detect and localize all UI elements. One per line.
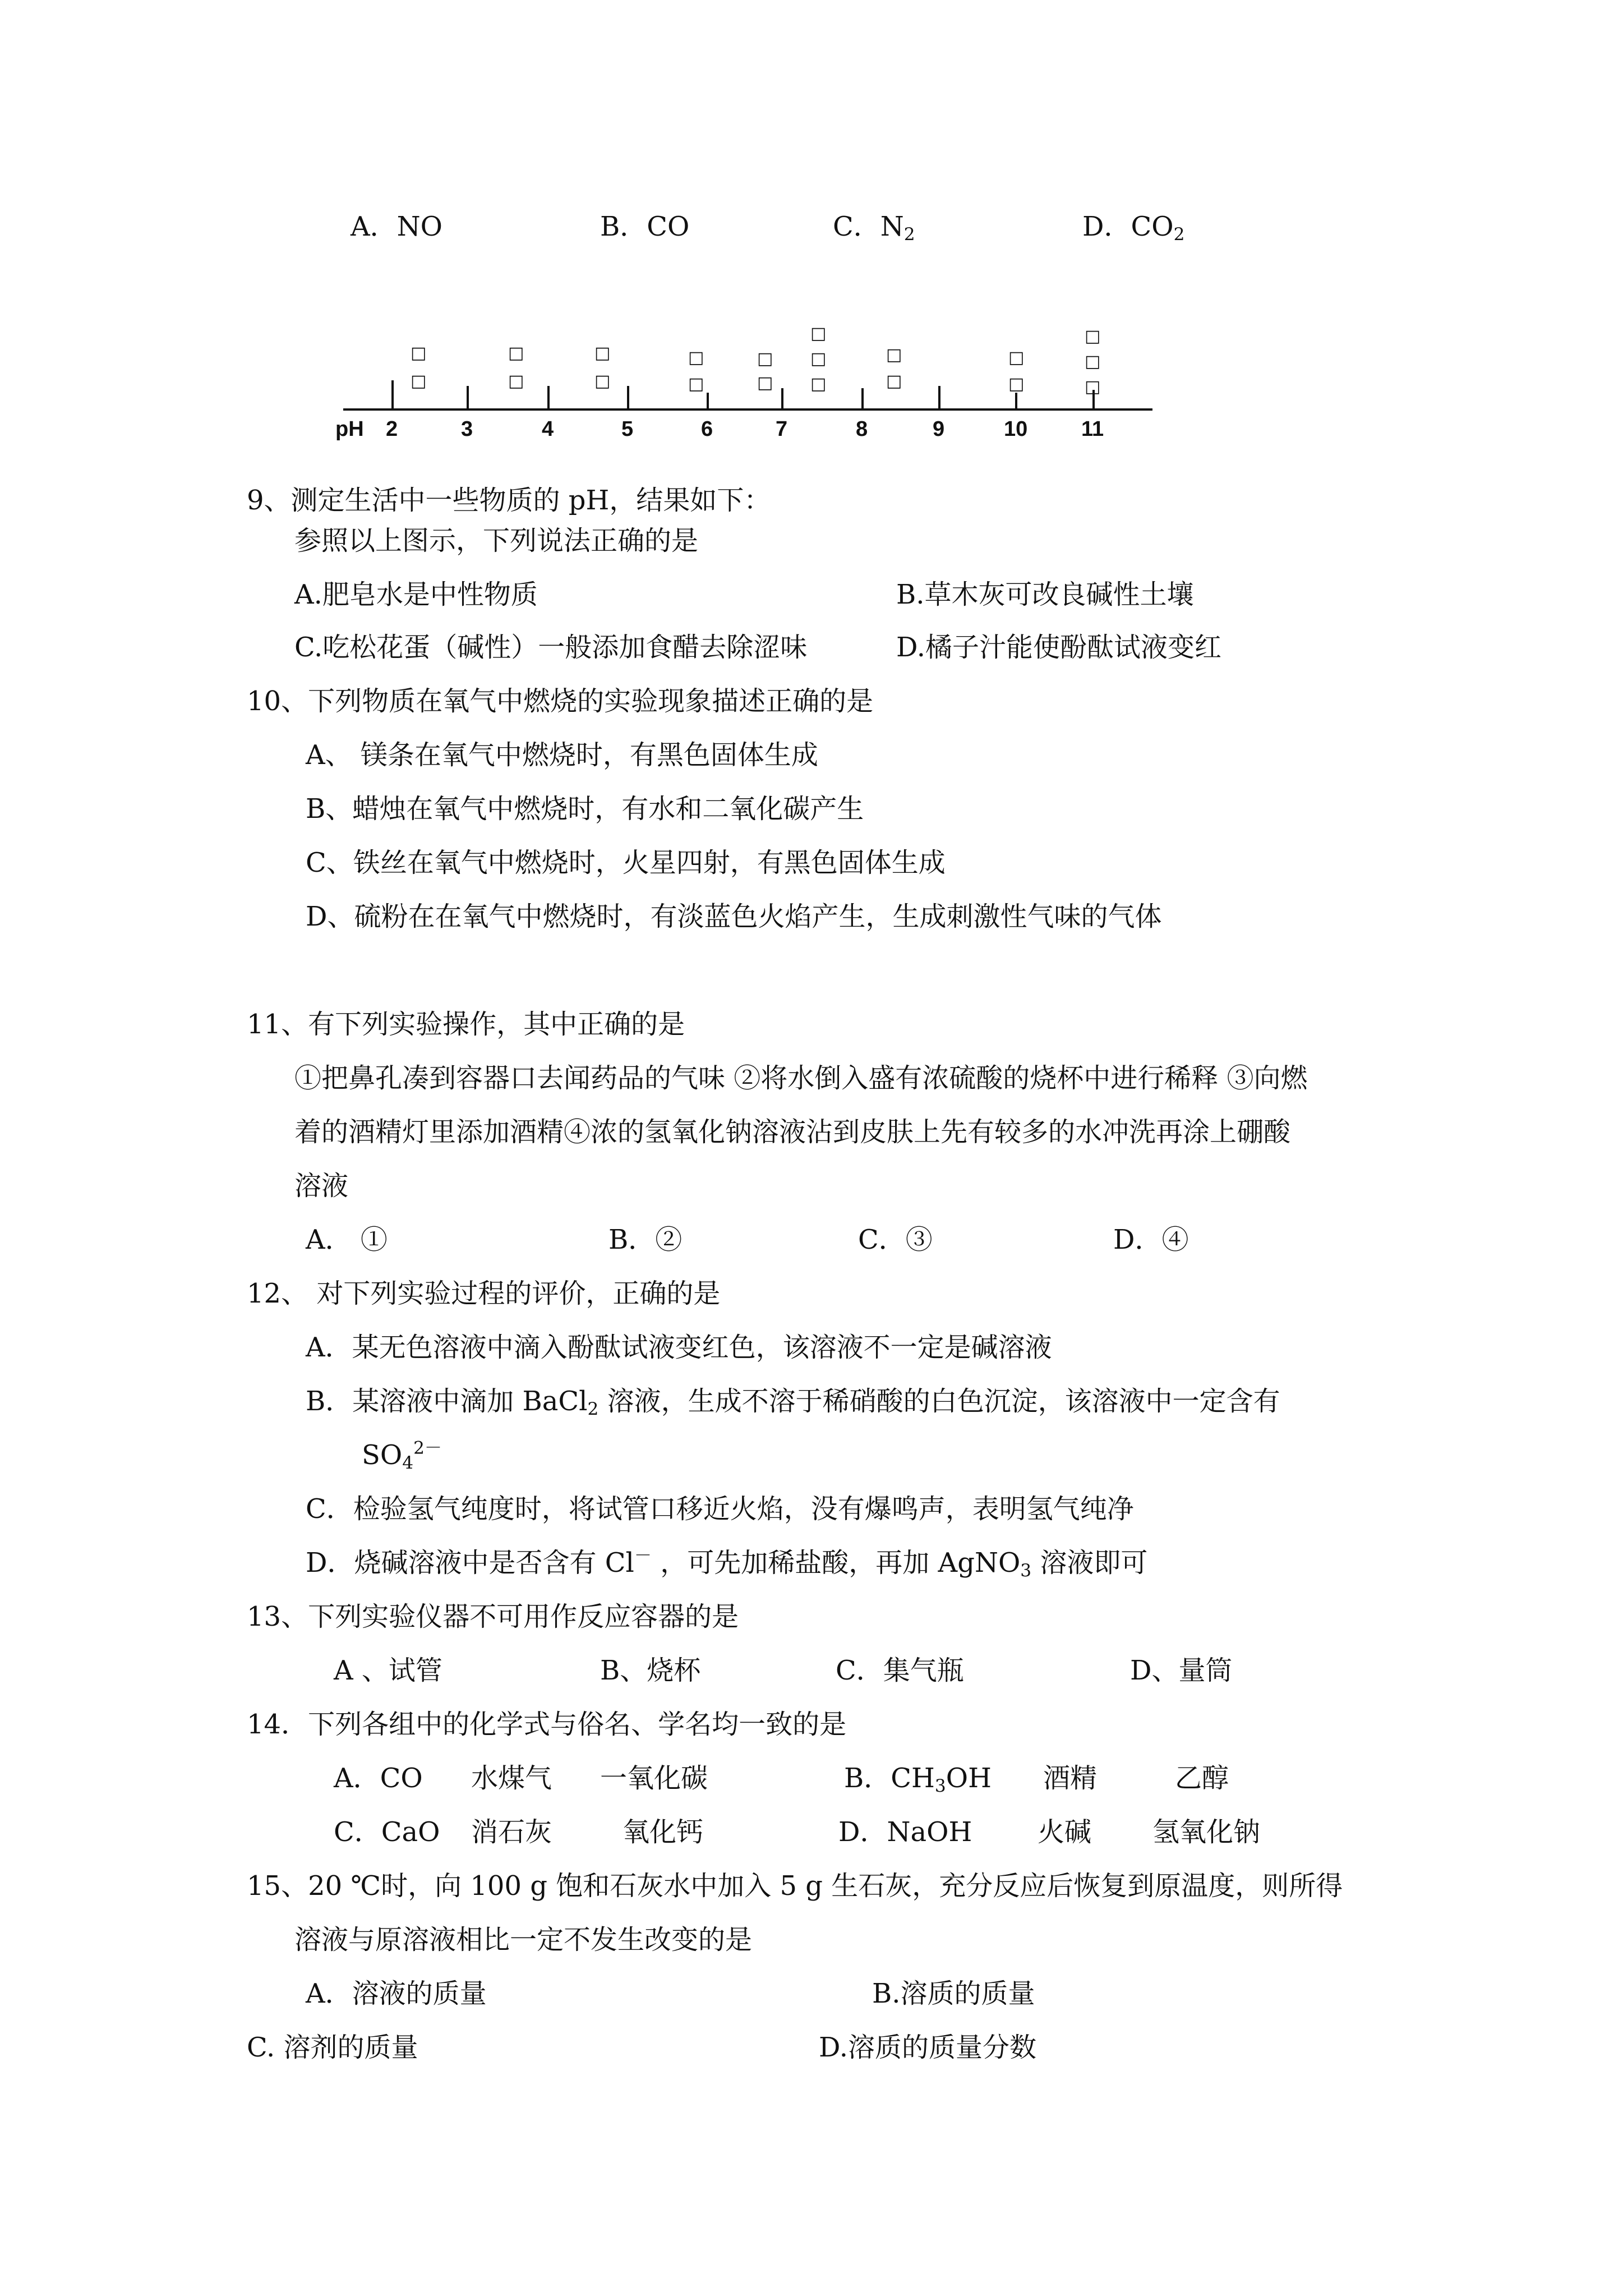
q10-option-b: B、蜡烛在氧气中燃烧时，有水和二氧化碳产生 bbox=[306, 793, 864, 825]
q9-line2: 参照以上图示，下列说法正确的是 bbox=[294, 525, 699, 556]
ph-tick-label: 6 bbox=[701, 417, 713, 441]
q11-option-c: C．③ bbox=[858, 1224, 933, 1255]
ph-tick-label: 5 bbox=[621, 417, 634, 441]
q14-option-d-chem: 氢氧化钠 bbox=[1152, 1816, 1261, 1848]
q14-option-d-formula: D．NaOH bbox=[838, 1816, 972, 1848]
q11-option-d: D．④ bbox=[1113, 1224, 1189, 1255]
q14-option-c-formula: C．CaO bbox=[334, 1816, 440, 1848]
q12-stem: 12、 对下列实验过程的评价，正确的是 bbox=[247, 1278, 721, 1309]
q14-option-c-common: 消石灰 bbox=[471, 1816, 552, 1848]
q13-option-a: A 、试管 bbox=[334, 1655, 442, 1686]
q13-stem: 13、下列实验仪器不可用作反应容器的是 bbox=[247, 1601, 739, 1632]
ph-tick-label: 8 bbox=[856, 417, 868, 441]
q14-option-a-chem: 一氧化碳 bbox=[600, 1763, 708, 1794]
q15-option-c: C. 溶剂的质量 bbox=[247, 2032, 418, 2063]
missing-glyph-icon: □ bbox=[810, 374, 827, 394]
missing-glyph-icon: □ bbox=[411, 343, 427, 363]
ph-tick-label: 7 bbox=[776, 417, 788, 441]
q8-option-d: D．$CO_2$ bbox=[1082, 211, 1185, 245]
ph-tick-label: 2 bbox=[386, 417, 398, 441]
missing-glyph-icon: □ bbox=[757, 349, 773, 369]
missing-glyph-icon: □ bbox=[886, 345, 902, 365]
q12-option-d: D．烧碱溶液中是否含有 Cl－ ，可先加稀盐酸，再加 AgNO$_3$ 溶液即可 bbox=[306, 1545, 1148, 1581]
q9-option-a: A.肥皂水是中性物质 bbox=[294, 579, 538, 610]
q10-option-a: A、 镁条在氧气中燃烧时，有黑色固体生成 bbox=[306, 739, 818, 771]
q9-stem: 9、测定生活中一些物质的 pH，结果如下： bbox=[247, 485, 771, 516]
ph-tick-label: 3 bbox=[461, 417, 473, 441]
q15-option-a: A．溶液的质量 bbox=[306, 1978, 487, 2009]
q11-stem: 11、有下列实验操作，其中正确的是 bbox=[247, 1009, 685, 1040]
q11-body-line3: 溶液 bbox=[294, 1170, 349, 1202]
missing-glyph-icon: □ bbox=[508, 371, 524, 391]
missing-glyph-icon: □ bbox=[688, 374, 704, 394]
q12-option-b: B．某溶液中滴加 BaCl$_2$ 溶液，生成不溶于稀硝酸的白色沉淀，该溶液中一定含有 bbox=[306, 1386, 1280, 1419]
missing-glyph-icon: □ bbox=[1008, 374, 1025, 394]
missing-glyph-icon: □ bbox=[411, 371, 427, 391]
q11-option-b: B．② bbox=[608, 1224, 683, 1255]
q11-body-line2: 着的酒精灯里添加酒精④浓的氢氧化钠溶液沾到皮肤上先有较多的水冲洗再涂上硼酸 bbox=[294, 1116, 1291, 1148]
missing-glyph-icon: □ bbox=[810, 324, 827, 343]
ph-axis-label: pH bbox=[335, 417, 364, 441]
q12-option-a: A．某无色溶液中滴入酚酞试液变红色，该溶液不一定是碱溶液 bbox=[306, 1332, 1052, 1363]
missing-glyph-icon: □ bbox=[810, 349, 827, 369]
q14-option-d-common: 火碱 bbox=[1038, 1816, 1092, 1848]
q14-option-a-formula: A．CO bbox=[334, 1763, 423, 1794]
q15-stem: 15、20 ℃时，向 100 g 饱和石灰水中加入 5 g 生石灰，充分反应后恢复到原温度，则所得 bbox=[247, 1870, 1343, 1902]
missing-glyph-icon: □ bbox=[1085, 352, 1101, 371]
q14-option-b-common: 酒精 bbox=[1043, 1763, 1098, 1794]
q15-option-d: D.溶质的质量分数 bbox=[819, 2032, 1037, 2063]
q8-option-c: C．$N_2$ bbox=[833, 211, 915, 245]
missing-glyph-icon: □ bbox=[594, 343, 611, 363]
ph-tick-label: 11 bbox=[1081, 417, 1104, 441]
q14-option-c-chem: 氧化钙 bbox=[623, 1816, 704, 1848]
q13-option-b: B、烧杯 bbox=[600, 1655, 701, 1686]
q9-option-b: B.草木灰可改良碱性土壤 bbox=[896, 579, 1194, 610]
q15-option-b: B.溶质的质量 bbox=[872, 1978, 1035, 2009]
q12-option-c: C．检验氢气纯度时，将试管口移近火焰，没有爆鸣声，表明氢气纯净 bbox=[306, 1493, 1134, 1525]
q14-option-b-chem: 乙醇 bbox=[1175, 1763, 1229, 1794]
missing-glyph-icon: □ bbox=[886, 371, 902, 391]
missing-glyph-icon: □ bbox=[1008, 348, 1025, 367]
ph-tick-label: 4 bbox=[542, 417, 554, 441]
ph-tick-label: 9 bbox=[933, 417, 945, 441]
q14-stem: 14．下列各组中的化学式与俗名、学名均一致的是 bbox=[247, 1709, 847, 1740]
q8-option-a: A．NO bbox=[351, 211, 443, 242]
q8-option-b: B．CO bbox=[600, 211, 690, 242]
missing-glyph-icon: □ bbox=[594, 371, 611, 391]
q10-option-d: D、硫粉在在氧气中燃烧时，有淡蓝色火焰产生，生成刺激性气味的气体 bbox=[306, 901, 1162, 932]
q13-option-c: C．集气瓶 bbox=[836, 1655, 964, 1686]
q11-option-a: A． ① bbox=[306, 1224, 388, 1255]
q13-option-d: D、量筒 bbox=[1130, 1655, 1233, 1686]
ph-scale-diagram bbox=[0, 0, 1623, 449]
q11-body-line1: ①把鼻孔凑到容器口去闻药品的气味 ②将水倒入盛有浓硫酸的烧杯中进行稀释 ③向燃 bbox=[294, 1062, 1308, 1094]
ph-tick-label: 10 bbox=[1004, 417, 1028, 441]
missing-glyph-icon: □ bbox=[508, 343, 524, 363]
missing-glyph-icon: □ bbox=[688, 348, 704, 367]
q14-option-a-common: 水煤气 bbox=[471, 1763, 552, 1794]
q12-option-b-cont: $SO_4^{2-}$ bbox=[362, 1438, 442, 1473]
missing-glyph-icon: □ bbox=[1085, 377, 1101, 397]
q9-option-c: C.吃松花蛋（碱性）一般添加食醋去除涩味 bbox=[294, 632, 808, 663]
missing-glyph-icon: □ bbox=[1085, 326, 1101, 346]
q10-stem: 10、下列物质在氧气中燃烧的实验现象描述正确的是 bbox=[247, 685, 874, 717]
q15-line2: 溶液与原溶液相比一定不发生改变的是 bbox=[294, 1924, 753, 1955]
missing-glyph-icon: □ bbox=[757, 373, 773, 393]
q10-option-c: C、铁丝在氧气中燃烧时，火星四射，有黑色固体生成 bbox=[306, 847, 946, 878]
q9-option-d: D.橘子汁能使酚酞试液变红 bbox=[896, 632, 1222, 663]
q14-option-b-formula: B．$CH_3OH$ bbox=[844, 1763, 992, 1796]
